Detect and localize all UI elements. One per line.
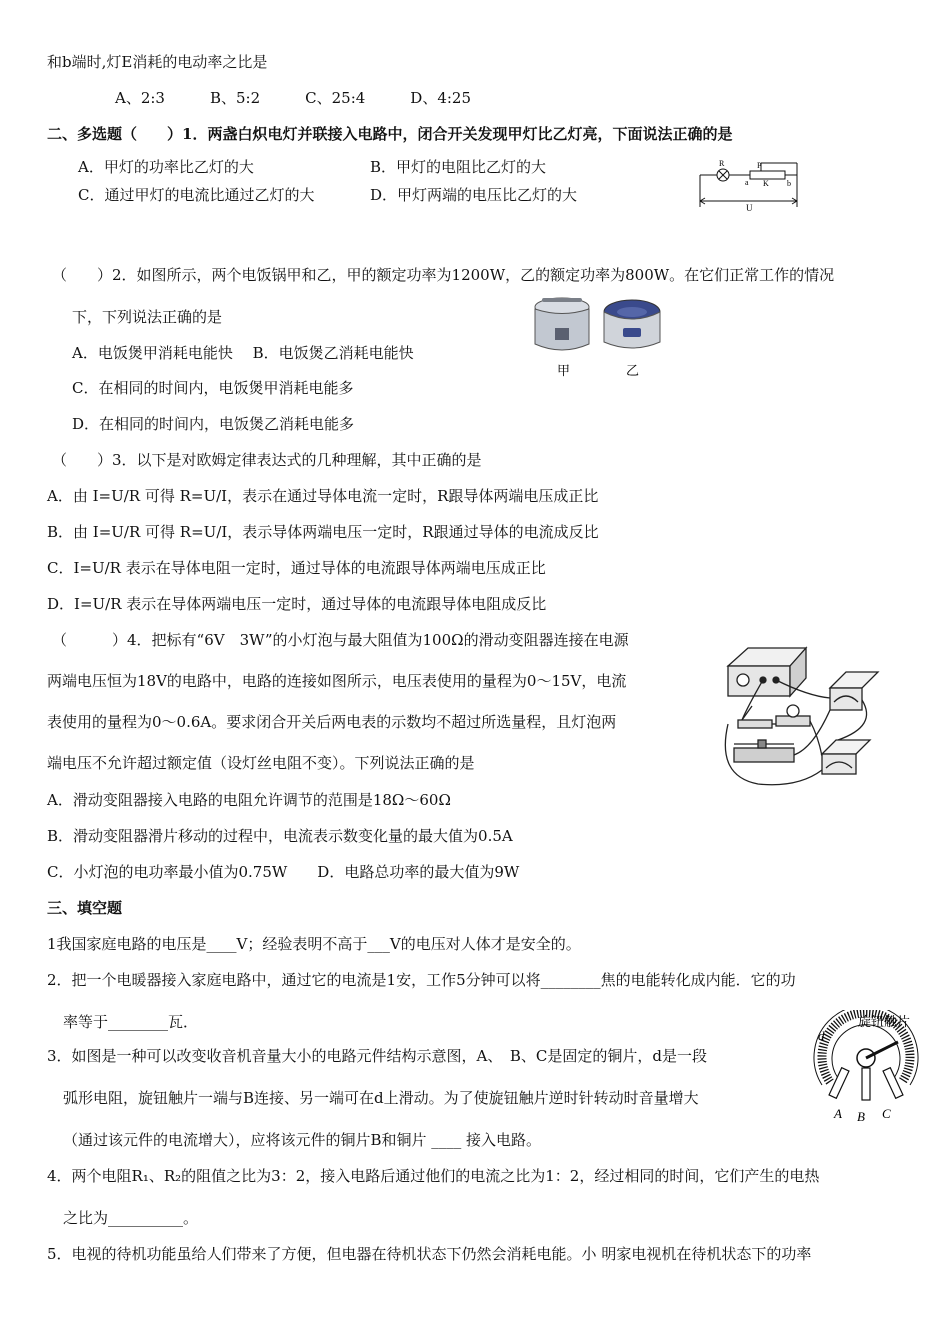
line-mc-q4-4: 端电压不允许超过额定值（设灯丝电阻不变）。下列说法正确的是 <box>47 754 475 772</box>
cooker-label-jia: 甲 <box>557 363 571 378</box>
q2-option-c: C．在相同的时间内，电饭煲甲消耗电能多 <box>72 379 354 397</box>
q4-option-b: B．滑动变阻器滑片移动的过程中，电流表示数变化量的最大值为0.5A <box>47 827 513 845</box>
circuit1-label-b: b <box>787 179 791 188</box>
volume-knob-figure <box>810 1010 922 1125</box>
q1-option-d: D．甲灯两端的电压比乙灯的大 <box>370 186 578 204</box>
fill-q3: 3．如图是一种可以改变收音机音量大小的电路元件结构示意图，A、 B、C是固定的铜片，d是一段 <box>47 1047 707 1065</box>
section-fill-in: 三、填空题 <box>47 899 123 917</box>
line-mc-q2-cont: 下，下列说法正确的是 <box>72 308 223 326</box>
q1-option-c: C．通过甲灯的电流比通过乙灯的大 <box>78 186 315 204</box>
line-mc-q4-3: 表使用的量程为0～0.6A。要求闭合开关后两电表的示数均不超过所选量程，且灯泡两 <box>47 713 617 731</box>
line-mc-q1: 二、多选题（ ）1．两盏白炽电灯并联接入电路中，闭合开关发现甲灯比乙灯亮，下面说法正确的是 <box>47 125 733 143</box>
fill-q3-2: 弧形电阻，旋钮触片一端与B连接、另一端可在d上滑动。为了使旋钮触片逆时针转动时音量增大 <box>63 1089 699 1107</box>
q4-option-a: A．滑动变阻器接入电路的电阻允许调节的范围是18Ω～60Ω <box>47 791 451 809</box>
line-prev-options: A、2:3 B、5:2 C、25:4 D、4:25 <box>115 89 472 107</box>
q3-option-c: C．I=U/R 表示在导体电阻一定时，通过导体的电流跟导体两端电压成正比 <box>47 559 546 577</box>
fill-q4-cont: 之比为__________。 <box>63 1209 199 1227</box>
line-mc-q3: （ ）3．以下是对欧姆定律表达式的几种理解，其中正确的是 <box>52 451 482 469</box>
knob-label-c: C <box>882 1106 891 1121</box>
fill-q4: 4．两个电阻R₁、R₂的阻值之比为3：2，接入电路后通过他们的电流之比为1：2，经过相同的时间，它们产生的电热 <box>47 1167 820 1185</box>
q4-options-cd: C．小灯泡的电功率最小值为0.75W D．电路总功率的最大值为9W <box>47 863 520 881</box>
knob-label-a: A <box>834 1106 842 1121</box>
lab-circuit-figure <box>718 636 888 796</box>
circuit1-label-u: U <box>746 203 753 213</box>
fill-q2: 2．把一个电暖器接入家庭电路中，通过它的电流是1安，工作5分钟可以将________焦的电能转化成内能．它的功 <box>47 971 796 989</box>
circuit1-label-r: R <box>719 159 725 168</box>
q3-option-b: B．由 I=U/R 可得 R=U/I，表示导体两端电压一定时，R跟通过导体的电流成反比 <box>47 523 599 541</box>
knob-label-b: B <box>857 1109 865 1124</box>
circuit1-label-a: a <box>745 178 749 187</box>
fill-q2-cont: 率等于________瓦． <box>63 1013 199 1031</box>
circuit1-label-p: P <box>757 161 762 170</box>
circuit-diagram-1 <box>695 155 805 215</box>
line-mc-q4-2: 两端电压恒为18V的电路中，电路的连接如图所示，电压表使用的量程为0～15V，电流 <box>47 672 627 690</box>
q1-option-a: A．甲灯的功率比乙灯的大 <box>78 158 254 176</box>
fill-q3-3: （通过该元件的电流增大），应将该元件的铜片B和铜片 ____ 接入电路。 <box>63 1131 542 1149</box>
knob-label-contact: 旋钮触片 <box>858 1014 911 1029</box>
q1-option-b: B．甲灯的电阻比乙灯的大 <box>370 158 547 176</box>
rice-cooker-jia <box>535 298 589 350</box>
q3-option-d: D．I=U/R 表示在导体两端电压一定时，通过导体的电流跟导体电阻成反比 <box>47 595 547 613</box>
q2-option-d: D．在相同的时间内，电饭煲乙消耗电能多 <box>72 415 355 433</box>
knob-label-d: d <box>818 1028 825 1043</box>
line-mc-q2: （ ）2．如图所示，两个电饭锅甲和乙，甲的额定功率为1200W，乙的额定功率为800W。在它们正常工作的情况 <box>52 266 835 284</box>
line-prev-question-tail: 和b端时,灯E消耗的电动率之比是 <box>47 53 268 71</box>
circuit1-label-k: K <box>763 179 769 188</box>
fill-q1: 1我国家庭电路的电压是____V；经验表明不高于___V的电压对人体才是安全的。 <box>47 935 581 953</box>
q3-option-a: A．由 I=U/R 可得 R=U/I，表示在通过导体电流一定时，R跟导体两端电压成正比 <box>47 487 599 505</box>
fill-q5: 5．电视的待机功能虽给人们带来了方便，但电器在待机状态下仍然会消耗电能。小 明家电视机在待机状态下的功率 <box>47 1245 812 1263</box>
cooker-label-yi: 乙 <box>626 363 640 378</box>
rice-cooker-yi <box>604 300 660 348</box>
rice-cookers-figure <box>522 292 672 382</box>
q2-options-ab: A．电饭煲甲消耗电能快 B．电饭煲乙消耗电能快 <box>72 344 414 362</box>
line-mc-q4: （ ）4．把标有“6V 3W”的小灯泡与最大阻值为100Ω的滑动变阻器连接在电源 <box>52 631 629 649</box>
